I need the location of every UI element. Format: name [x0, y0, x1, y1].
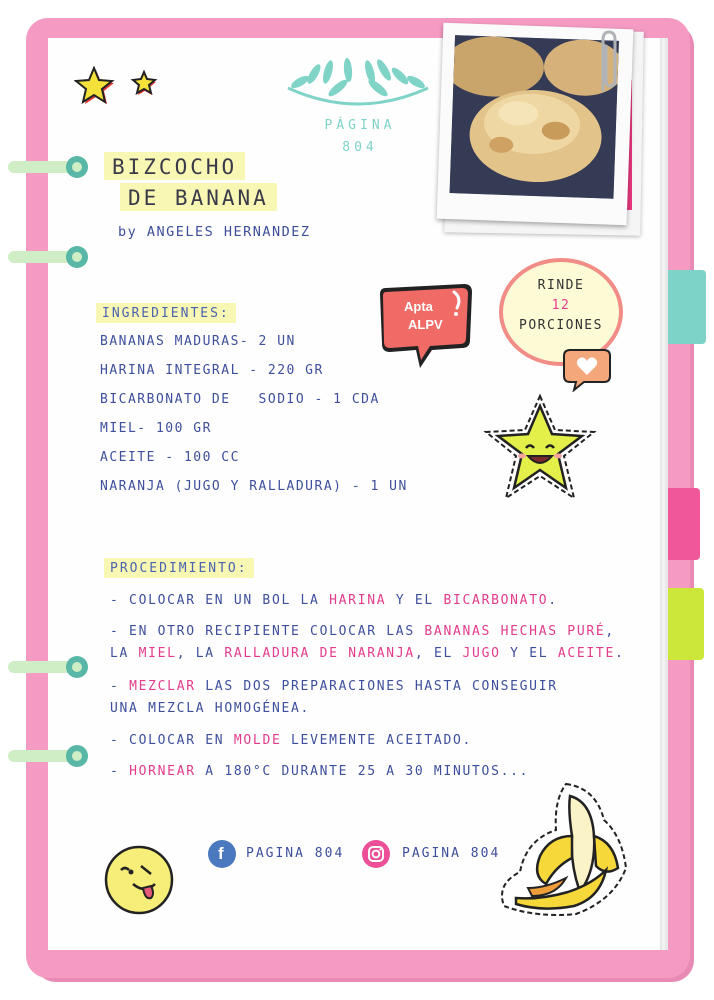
procedure-step-4: - COLOCAR EN MOLDE LEVEMENTE ACEITADO.: [110, 733, 473, 748]
smiling-star-sticker-icon: [478, 390, 602, 508]
apta-badge-line1: Apta: [404, 299, 433, 314]
binder-ring-2: [8, 246, 88, 268]
paperclip-icon: [596, 28, 620, 98]
tab-pink[interactable]: [656, 488, 700, 560]
servings-value: 12: [551, 298, 571, 313]
tab-teal[interactable]: [662, 270, 706, 344]
binder-ring-4: [8, 745, 88, 767]
leaf-wreath-logo-icon: [278, 58, 438, 120]
scone-photo: [450, 35, 619, 199]
recipe-title-line2: DE BANANA: [120, 183, 277, 211]
recipe-title-line1: BIZCOCHO: [104, 152, 245, 180]
binder-ring-3: [8, 656, 88, 678]
ingredient-item: BICARBONATO DE SODIO - 1 CDA: [100, 392, 380, 407]
apta-badge-line2: ALPV: [408, 317, 443, 332]
recipe-byline: by ANGELES HERNANDEZ: [118, 224, 311, 240]
tongue-emoji-icon: [103, 844, 175, 916]
ingredient-item: ACEITE - 100 CC: [100, 450, 240, 465]
facebook-link[interactable]: PAGINA 804: [246, 846, 345, 861]
facebook-icon[interactable]: [208, 840, 236, 868]
brand-name: PÁGINA: [324, 118, 396, 133]
tab-green[interactable]: [660, 588, 704, 660]
instagram-icon[interactable]: [362, 840, 390, 868]
servings-unit: PORCIONES: [519, 318, 603, 333]
procedure-step-3-cont: UNA MEZCLA HOMOGÉNEA.: [110, 701, 311, 716]
ingredient-item: NARANJA (JUGO Y RALLADURA) - 1 UN: [100, 479, 408, 494]
procedure-step-1: - COLOCAR EN UN BOL LA HARINA Y EL BICARBONATO.: [110, 593, 558, 608]
brand-number: 804: [342, 140, 378, 155]
facebook-glyph: f: [218, 844, 224, 863]
ingredient-item: MIEL- 100 GR: [100, 421, 212, 436]
procedure-step-2-cont: LA MIEL, LA RALLADURA DE NARANJA, EL JUGO Y EL ACEITE.: [110, 646, 625, 661]
heart-like-bubble-icon: [562, 346, 612, 392]
procedure-step-2: - EN OTRO RECIPIENTE COLOCAR LAS BANANAS HECHAS PURÉ,: [110, 624, 615, 639]
banana-sticker-icon: [496, 780, 632, 920]
ingredient-item: HARINA INTEGRAL - 220 GR: [100, 363, 324, 378]
exclamation-mark-icon: [448, 288, 466, 318]
procedure-step-5: - HORNEAR A 180°C DURANTE 25 A 30 MINUTOS...: [110, 764, 530, 779]
procedure-heading: PROCEDIMIENTO:: [104, 558, 254, 578]
servings-label: RINDE: [537, 278, 585, 293]
procedure-step-3: - MEZCLAR LAS DOS PREPARACIONES HASTA CONSEGUIR: [110, 679, 558, 694]
binder-ring-1: [8, 156, 88, 178]
star-doodle-icon: [74, 66, 164, 110]
instagram-link[interactable]: PAGINA 804: [402, 846, 501, 861]
ingredient-item: BANANAS MADURAS- 2 UN: [100, 334, 296, 349]
ingredients-heading: INGREDIENTES:: [96, 303, 236, 323]
